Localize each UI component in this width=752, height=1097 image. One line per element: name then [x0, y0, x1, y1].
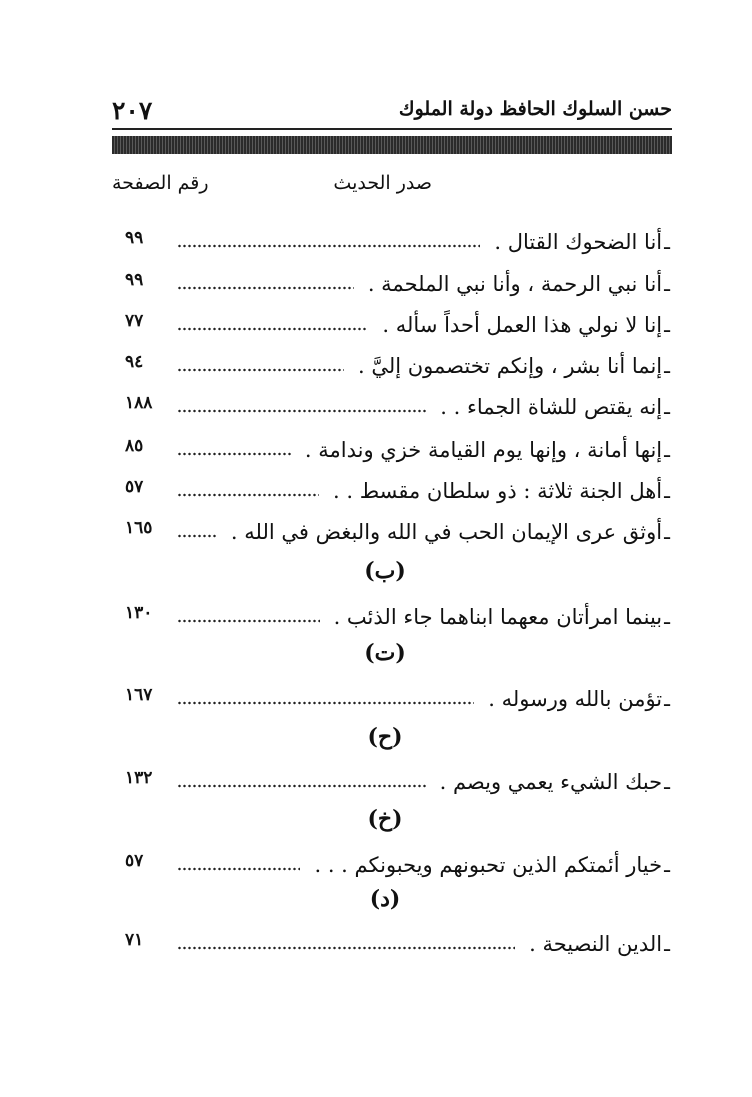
entry-page: ٧١ — [125, 930, 144, 950]
entry-dash: ـ — [664, 313, 670, 337]
entry-dash: ـ — [664, 853, 670, 877]
index-entry — [125, 346, 670, 386]
entry-label — [305, 430, 670, 470]
dot-leader — [177, 867, 300, 871]
column-heading-text: صدر الحديث — [333, 172, 432, 194]
entry-label — [529, 924, 670, 964]
entry-label — [440, 387, 670, 427]
entry-dash: ـ — [664, 520, 670, 544]
entry-label — [368, 264, 670, 304]
entry-text: أوثق عرى الإيمان الحب في الله والبغض في الله . — [230, 520, 663, 544]
dot-leader — [177, 619, 320, 623]
entry-text: إنما أنا بشر ، وإنكم تختصمون إليَّ . — [358, 354, 663, 378]
index-entry — [125, 305, 670, 345]
entry-dash: ـ — [664, 687, 670, 711]
entry-page: ٧٧ — [125, 311, 144, 331]
entry-label — [231, 512, 670, 552]
index-entry — [125, 762, 670, 802]
dot-leader — [177, 701, 474, 705]
index-entry — [125, 471, 670, 511]
index-entry — [125, 430, 670, 470]
dot-leader — [177, 452, 291, 456]
entry-dash: ـ — [664, 395, 670, 419]
section-letter-dal: (د) — [369, 886, 401, 912]
index-entry — [125, 264, 670, 304]
dot-leader — [177, 534, 217, 538]
dot-leader — [177, 493, 319, 497]
index-entry — [125, 222, 670, 262]
entry-dash: ـ — [664, 479, 670, 503]
entry-page: ٩٤ — [125, 352, 144, 372]
entry-label — [358, 346, 670, 386]
entry-text: أهل الجنة ثلاثة : ذو سلطان مقسط . . — [333, 479, 663, 503]
index-entry — [125, 679, 670, 719]
dot-leader — [177, 368, 344, 372]
entry-page: ٨٥ — [125, 436, 144, 456]
entry-page: ١٣٠ — [125, 603, 153, 623]
entry-label — [440, 762, 670, 802]
entry-page: ١٣٢ — [125, 768, 153, 788]
section-letter-ha: (ح) — [367, 724, 403, 750]
entry-dash: ـ — [664, 605, 670, 629]
index-entry — [125, 924, 670, 964]
index-entry — [125, 387, 670, 427]
index-entry — [125, 845, 670, 885]
dot-leader — [177, 244, 480, 248]
entry-label — [333, 471, 670, 511]
book-title: حسن السلوك الحافظ دولة الملوك — [398, 98, 672, 120]
entry-text: إنها أمانة ، وإنها يوم القيامة خزي وندامة . — [304, 438, 663, 462]
entry-page: ١٦٥ — [125, 518, 153, 538]
section-letter-ta: (ت) — [364, 640, 406, 666]
entry-text: خيار أئمتكم الذين تحبونهم ويحبونكم . . . — [314, 853, 663, 877]
entry-page: ٩٩ — [125, 270, 144, 290]
dot-leader — [177, 286, 354, 290]
entry-dash: ـ — [664, 354, 670, 378]
entry-dash: ـ — [664, 230, 670, 254]
entry-text: أنا الضحوك القتال . — [494, 230, 663, 254]
entry-label — [314, 845, 670, 885]
entry-page: ٥٧ — [125, 851, 144, 871]
entry-text: أنا نبي الرحمة ، وأنا نبي الملحمة . — [367, 272, 663, 296]
entry-label — [382, 305, 670, 345]
dot-leader — [177, 946, 515, 950]
entry-page: ١٨٨ — [125, 393, 153, 413]
section-letter-kha: (خ) — [367, 806, 403, 832]
entry-dash: ـ — [664, 272, 670, 296]
entry-page: ٩٩ — [125, 228, 144, 248]
entry-text: حبك الشيء يعمي ويصم . — [439, 770, 663, 794]
dot-leader — [177, 327, 368, 331]
entry-label — [488, 679, 670, 719]
index-entry — [125, 512, 670, 552]
page-number: ٢٠٧ — [112, 96, 153, 125]
entry-dash: ـ — [664, 932, 670, 956]
entry-text: إنه يقتص للشاة الجماء . . — [440, 395, 663, 419]
entry-text: إنا لا نولي هذا العمل أحداً سأله . — [382, 313, 663, 337]
section-letter-ba: (ب) — [364, 558, 406, 584]
index-entry — [125, 597, 670, 637]
dot-leader — [177, 784, 426, 788]
dot-leader — [177, 409, 426, 413]
entry-label — [334, 597, 670, 637]
entry-text: بينما امرأتان معهما ابناهما جاء الذئب . — [333, 605, 663, 629]
entry-text: الدين النصيحة . — [529, 932, 663, 956]
column-heading-page: رقم الصفحة — [112, 172, 209, 194]
entry-page: ١٦٧ — [125, 685, 153, 705]
entry-dash: ـ — [664, 770, 670, 794]
entry-page: ٥٧ — [125, 477, 144, 497]
entry-dash: ـ — [664, 438, 670, 462]
entry-label — [494, 222, 670, 262]
entry-text: تؤمن بالله ورسوله . — [488, 687, 663, 711]
